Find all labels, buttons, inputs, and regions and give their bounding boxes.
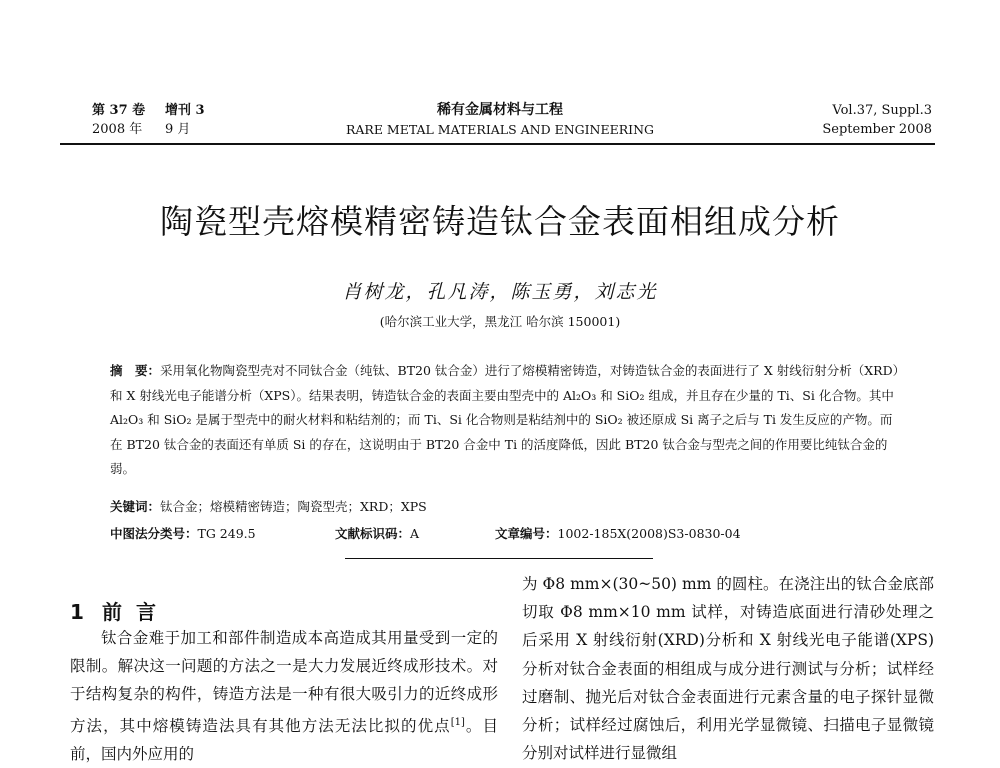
abstract-text: 采用氧化物陶瓷型壳对不同钛合金（纯钛、BT20 钛合金）进行了熔模精密铸造，对铸造钛合金的表面进行了 X 射线衍射分析（XRD）和 X 射线光电子能谱分析（XPS）。结果表明，铸造钛合金的表面主要由型壳中的 Al₂O₃ 和 SiO₂ 组成，并且存在少量的 Ti、Si 化合物。其中 Al₂O₃ 和 SiO₂ 是属于型壳中的耐火材料和粘结剂的；而 Ti、Si 化合物则是粘结剂中的 SiO₂ 被还原成 Si 离子之后与 Ti 发生反应的产物。而在 BT20 钛合金的表面还有单质 Si 的存在，这说明由于 BT20 合金中 Ti 的活度降低，因此 BT20 钛合金与型壳之间的作用要比纯钛合金的弱。 bbox=[110, 363, 899, 476]
body-column-left bbox=[70, 624, 498, 768]
section-number: 1 bbox=[70, 600, 84, 624]
body-paragraph-left bbox=[70, 624, 498, 768]
article-label: 文章编号： bbox=[495, 526, 558, 541]
supplement-cn: 增刊 3 bbox=[165, 103, 205, 118]
volume-cn: 第 37 卷 bbox=[92, 103, 146, 118]
clc-value: TG 249.5 bbox=[197, 526, 256, 541]
keywords bbox=[110, 497, 427, 515]
abstract-label: 摘 要： bbox=[110, 363, 161, 378]
journal-title-en: RARE METAL MATERIALS AND ENGINEERING bbox=[345, 122, 655, 137]
left-para-text: 钛合金难于加工和部件制造成本高造成其用量受到一定的限制。解决这一问题的方法之一是大力发展近终成形技术。对于结构复杂的构件，铸造方法是一种有很大吸引力的近终成形方法，其中熔模铸造法具有其他方法无法比拟的优点 bbox=[70, 629, 498, 735]
abstract bbox=[110, 359, 900, 482]
keywords-label: 关键词： bbox=[110, 499, 161, 514]
article-value: 1002-185X(2008)S3-0830-04 bbox=[557, 526, 741, 541]
article-number bbox=[495, 524, 741, 542]
paper-authors: 肖树龙，孔凡涛，陈玉勇，刘志光 bbox=[342, 281, 658, 303]
body-column-right bbox=[522, 570, 934, 767]
clc-label: 中图法分类号： bbox=[110, 526, 198, 541]
abstract-rule bbox=[345, 558, 653, 559]
keywords-text: 钛合金；熔模精密铸造；陶瓷型壳；XRD；XPS bbox=[160, 499, 427, 514]
clc-number bbox=[110, 524, 256, 542]
body-paragraph-right: 为 Φ8 mm×(30~50) mm 的圆柱。在浇注出的钛合金底部切取 Φ8 mm×10 mm 试样，对铸造底面进行清砂处理之后采用 X 射线衍射(XRD)分析和 X 射线光电子能谱(XPS)分析对钛合金表面的相组成与成分进行测试与分析；试样经过磨制、抛光后对钛合金表面进行元素含量的电子探针显微分析；试样经过腐蚀后，利用光学显微镜、扫描电子显微镜分别对试样进行显微组 bbox=[522, 575, 934, 763]
paper-title: 陶瓷型壳熔模精密铸造钛合金表面相组成分析 bbox=[160, 202, 840, 241]
section-title: 前言 bbox=[102, 600, 170, 624]
section-heading bbox=[70, 596, 170, 625]
volume-en: Vol.37, Suppl.3 bbox=[832, 103, 932, 118]
date-en: September 2008 bbox=[822, 122, 932, 137]
month-cn: 9 月 bbox=[165, 122, 191, 137]
doc-value: A bbox=[410, 526, 420, 541]
journal-title-cn: 稀有金属材料与工程 bbox=[437, 102, 563, 118]
doc-code bbox=[335, 524, 419, 542]
year-cn: 2008 年 bbox=[92, 122, 143, 137]
doc-label: 文献标识码： bbox=[335, 526, 411, 541]
citation-1: [1] bbox=[450, 716, 465, 728]
paper-affiliation: (哈尔滨工业大学，黑龙江 哈尔滨 150001) bbox=[379, 314, 621, 329]
header-rule bbox=[60, 143, 935, 145]
left-para-tail: 。目前，国内外应用的 bbox=[70, 716, 498, 763]
